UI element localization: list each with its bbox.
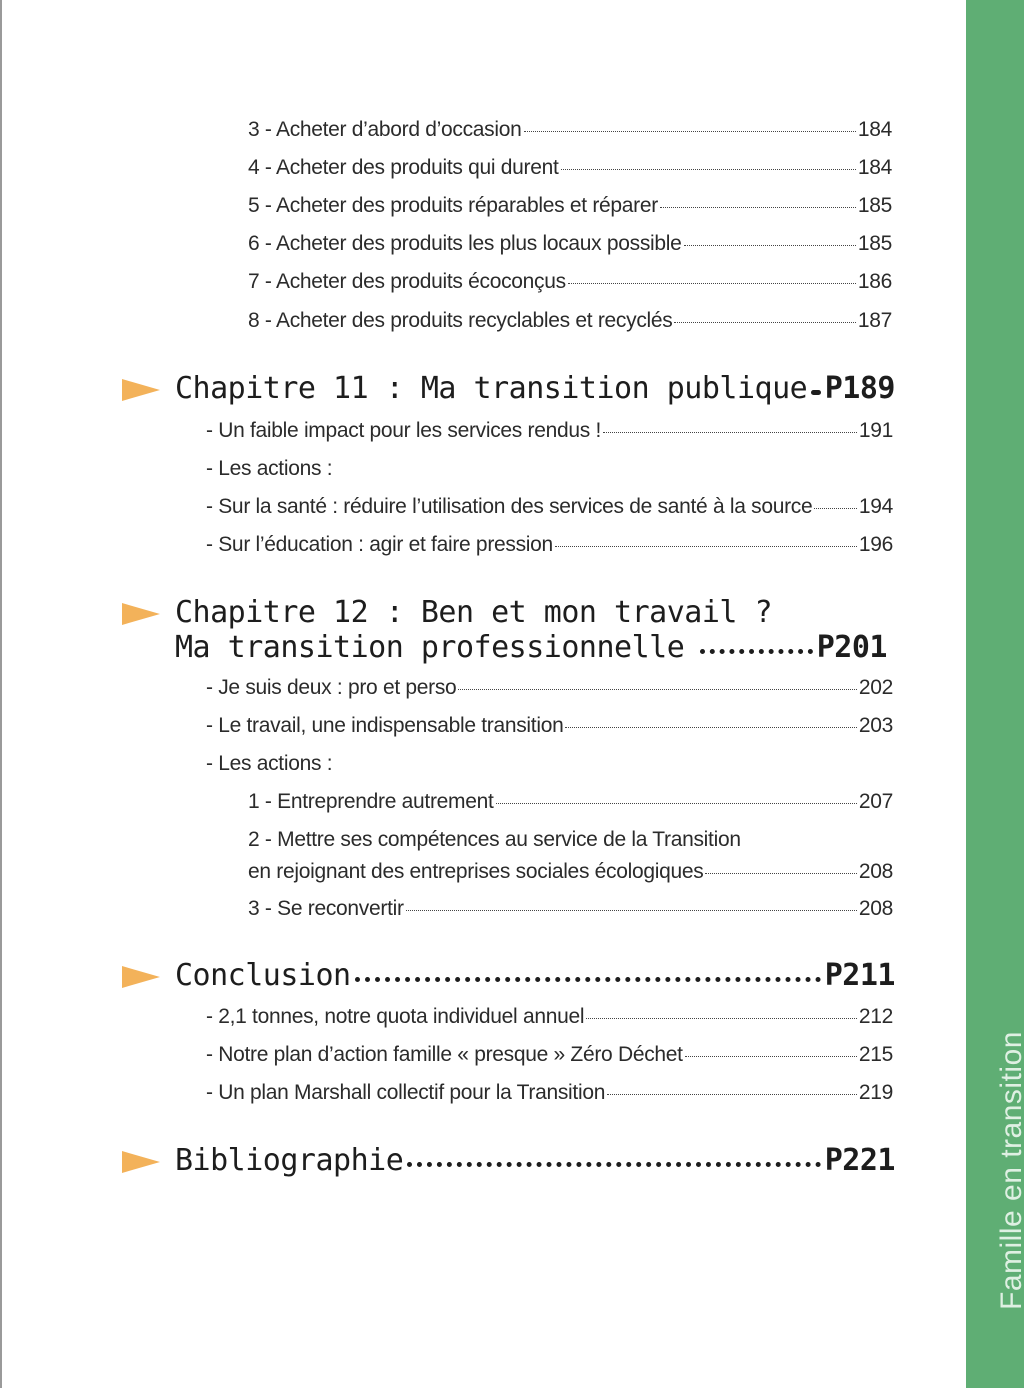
toc-entry-page: 212 bbox=[858, 1005, 893, 1028]
toc-entry-label: - Un plan Marshall collectif pour la Transition bbox=[206, 1081, 606, 1104]
toc-subheading: - Les actions : bbox=[206, 752, 333, 775]
dot-leader bbox=[555, 546, 857, 547]
toc-entry-label: 3 - Acheter d’abord d’occasion bbox=[248, 118, 522, 141]
chapter-page: P221 bbox=[824, 1143, 895, 1178]
toc-entry[interactable] bbox=[206, 1043, 893, 1067]
dot-leader bbox=[458, 689, 856, 690]
toc-entry-page: 202 bbox=[858, 676, 893, 699]
toc-entry-page: 187 bbox=[857, 309, 892, 332]
toc-entry-page: 215 bbox=[858, 1043, 893, 1066]
arrow-icon bbox=[122, 1151, 160, 1173]
dot-leader bbox=[684, 245, 856, 246]
dot-leader bbox=[561, 169, 856, 170]
dot-leader bbox=[814, 508, 856, 509]
arrow-icon bbox=[122, 603, 160, 625]
toc-entry-page: 185 bbox=[857, 232, 892, 255]
toc-entry-label: 1 - Entreprendre autrement bbox=[248, 790, 494, 813]
dot-leader bbox=[811, 390, 821, 395]
toc-entry[interactable] bbox=[248, 270, 892, 294]
toc-entry-page: 186 bbox=[857, 270, 892, 293]
chapter-title: Chapitre 11 : Ma transition publique bbox=[175, 371, 808, 406]
toc-entry-page: 194 bbox=[858, 495, 893, 518]
toc-entry[interactable] bbox=[248, 118, 892, 142]
toc-entry-label: 8 - Acheter des produits recyclables et recyclés bbox=[248, 309, 673, 332]
toc-entry-label: 7 - Acheter des produits écoconçus bbox=[248, 270, 566, 293]
toc-entry-label: 6 - Acheter des produits les plus locaux possible bbox=[248, 232, 682, 255]
toc-entry-page: 208 bbox=[858, 860, 893, 883]
toc-entry[interactable] bbox=[206, 533, 893, 557]
toc-entry-label: 5 - Acheter des produits réparables et réparer bbox=[248, 194, 658, 217]
dot-leader bbox=[524, 131, 856, 132]
arrow-icon bbox=[122, 966, 160, 988]
toc-entry[interactable] bbox=[206, 1081, 893, 1105]
chapter-page: P201 bbox=[816, 630, 887, 665]
dot-leader bbox=[565, 727, 856, 728]
chapter-title-line2: Ma transition professionnelle bbox=[175, 630, 685, 665]
chapter-page: P211 bbox=[824, 958, 895, 993]
dot-leader bbox=[496, 803, 857, 804]
toc-entry-page: 219 bbox=[858, 1081, 893, 1104]
dot-leader bbox=[568, 283, 856, 284]
toc-entry-label: - Sur l’éducation : agir et faire pression bbox=[206, 533, 553, 556]
toc-entry-page: 185 bbox=[857, 194, 892, 217]
toc-entry-label: 3 - Se reconvertir bbox=[248, 897, 404, 920]
dot-leader bbox=[407, 1162, 820, 1167]
toc-entry-page: 203 bbox=[858, 714, 893, 737]
toc-entry[interactable] bbox=[248, 194, 892, 218]
toc-entry-page: 196 bbox=[858, 533, 893, 556]
toc-entry[interactable] bbox=[206, 419, 893, 443]
toc-entry-page: 184 bbox=[857, 118, 892, 141]
chapter-heading[interactable] bbox=[175, 1143, 895, 1178]
toc-entry-page: 207 bbox=[858, 790, 893, 813]
toc-entry[interactable] bbox=[248, 156, 892, 180]
dot-leader bbox=[705, 873, 856, 874]
dot-leader bbox=[355, 977, 821, 982]
toc-entry-label: en rejoignant des entreprises sociales écologiques bbox=[248, 860, 704, 883]
toc-entry[interactable] bbox=[248, 309, 892, 333]
dot-leader bbox=[700, 649, 812, 654]
chapter-heading[interactable] bbox=[175, 371, 895, 406]
toc-entry[interactable] bbox=[248, 790, 893, 814]
chapter-heading[interactable] bbox=[175, 958, 895, 993]
toc-entry-page: 184 bbox=[857, 156, 892, 179]
page-edge bbox=[0, 0, 2, 1388]
toc-entry-label: - Le travail, une indispensable transition bbox=[206, 714, 564, 737]
dot-leader bbox=[607, 1094, 857, 1095]
toc-entry[interactable] bbox=[206, 1005, 893, 1029]
toc-entry-label: - Notre plan d’action famille « presque » Zéro Déchet bbox=[206, 1043, 683, 1066]
toc-entry[interactable] bbox=[206, 495, 893, 519]
dot-leader bbox=[674, 322, 855, 323]
toc-entry[interactable] bbox=[206, 676, 893, 700]
toc-entry-label[interactable]: 2 - Mettre ses compétences au service de la Transition bbox=[248, 828, 741, 851]
dot-leader bbox=[685, 1056, 857, 1057]
chapter-heading[interactable] bbox=[175, 630, 887, 665]
toc-entry-page: 208 bbox=[858, 897, 893, 920]
dot-leader bbox=[586, 1018, 857, 1019]
dot-leader bbox=[603, 432, 857, 433]
toc-entry-label: 4 - Acheter des produits qui durent bbox=[248, 156, 559, 179]
toc-entry[interactable] bbox=[248, 232, 892, 256]
chapter-title: Conclusion bbox=[175, 958, 351, 993]
toc-entry[interactable] bbox=[206, 714, 893, 738]
arrow-icon bbox=[122, 379, 160, 401]
chapter-title[interactable]: Chapitre 12 : Ben et mon travail ? bbox=[175, 595, 773, 630]
chapter-title: Bibliographie bbox=[175, 1143, 404, 1178]
side-title: Famille en transition bbox=[995, 1031, 1028, 1310]
toc-entry-label: - 2,1 tonnes, notre quota individuel annuel bbox=[206, 1005, 585, 1028]
toc-entry[interactable] bbox=[248, 897, 893, 921]
dot-leader bbox=[660, 207, 856, 208]
dot-leader bbox=[406, 910, 857, 911]
toc-entry[interactable] bbox=[248, 860, 893, 884]
toc-entry-label: - Sur la santé : réduire l’utilisation des services de santé à la source bbox=[206, 495, 813, 518]
toc-entry-label: - Je suis deux : pro et perso bbox=[206, 676, 457, 699]
toc-subheading: - Les actions : bbox=[206, 457, 333, 480]
toc-entry-label: - Un faible impact pour les services rendus ! bbox=[206, 419, 602, 442]
chapter-page: P189 bbox=[824, 371, 895, 406]
toc-entry-page: 191 bbox=[858, 419, 893, 442]
